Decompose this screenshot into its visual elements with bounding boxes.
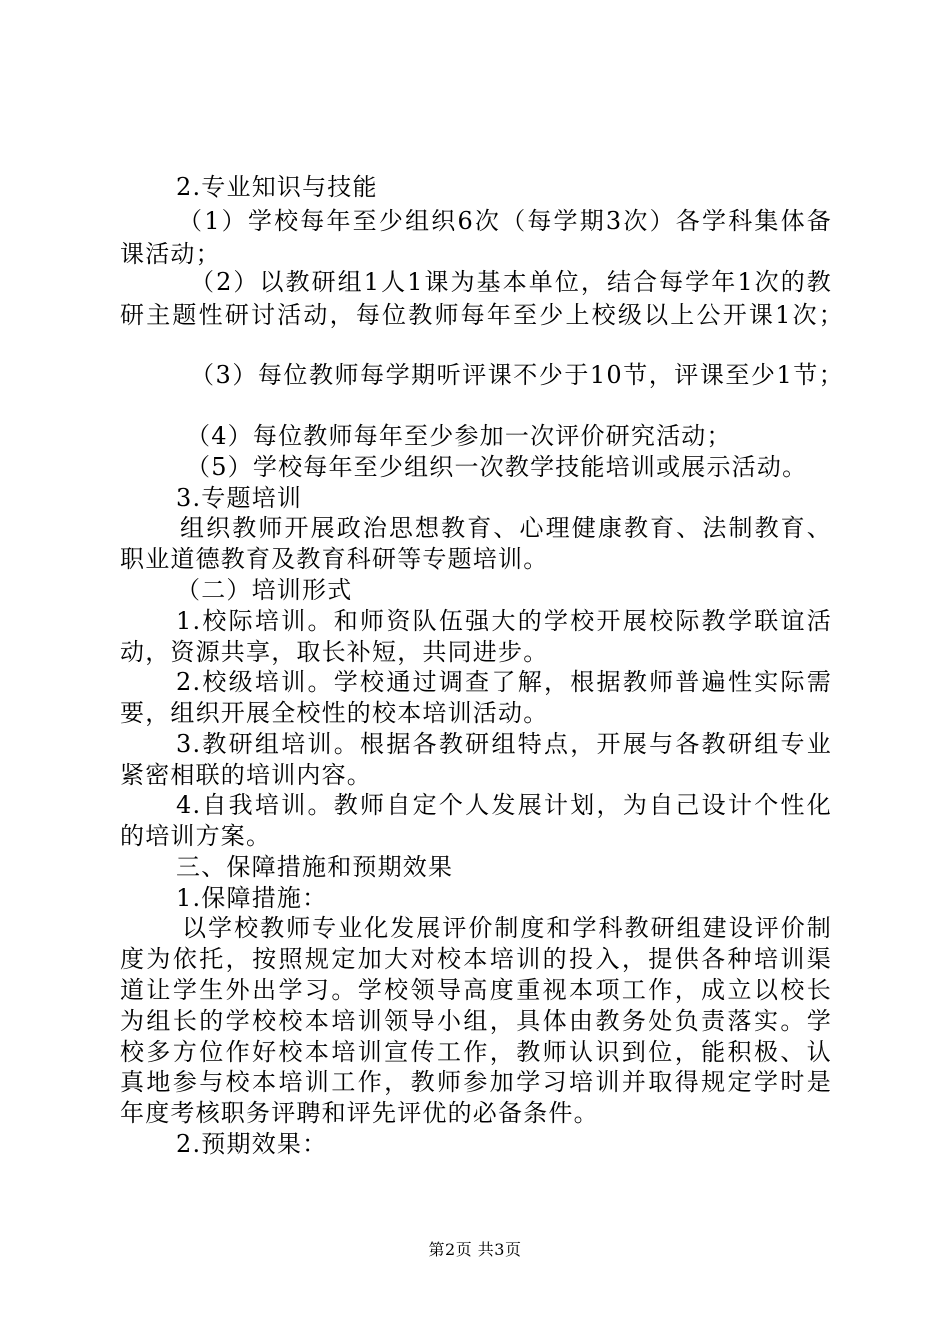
paragraph-line: 以学校教师专业化发展评价制度和学科教研组建设评价制 bbox=[182, 914, 832, 942]
page-footer: 第2页 共3页 bbox=[428, 1240, 522, 1259]
paragraph-line: 年度考核职务评聘和评先评优的必备条件。 bbox=[120, 1099, 599, 1127]
paragraph-line: 要，组织开展全校性的校本培训活动。 bbox=[120, 699, 549, 727]
paragraph-line: 紧密相联的培训内容。 bbox=[120, 761, 372, 789]
paragraph-line: 研主题性研讨活动，每位教师每年至少上校级以上公开课1次； bbox=[120, 301, 844, 329]
heading-safeguard-measures: 三、保障措施和预期效果 bbox=[176, 853, 454, 881]
paragraph-line: 1.校际培训。和师资队伍强大的学校开展校际教学联谊活 bbox=[176, 607, 832, 635]
heading-training-forms: （二）培训形式 bbox=[176, 576, 353, 604]
paragraph-line: 道让学生外出学习。学校领导高度重视本项工作，成立以校长 bbox=[120, 976, 832, 1004]
paragraph-line: 组织教师开展政治思想教育、心理健康教育、法制教育、 bbox=[180, 514, 832, 542]
heading-professional-knowledge: 2.专业知识与技能 bbox=[176, 173, 378, 201]
heading-expected-effects: 2.预期效果： bbox=[176, 1130, 328, 1158]
paragraph-line: （1）学校每年至少组织6次（每学期3次）各学科集体备 bbox=[178, 207, 832, 235]
paragraph-line: 动，资源共享，取长补短，共同进步。 bbox=[120, 638, 549, 666]
paragraph-line: （2）以教研组1人1课为基本单位，结合每学年1次的教 bbox=[190, 268, 832, 296]
paragraph-line: （3）每位教师每学期听评课不少于10节，评课至少1节； bbox=[190, 361, 844, 389]
paragraph-line: 为组长的学校校本培训领导小组，具体由教务处负责落实。学 bbox=[120, 1007, 832, 1035]
paragraph-line: 课活动； bbox=[120, 240, 221, 268]
paragraph-line: 3.教研组培训。根据各教研组特点，开展与各教研组专业 bbox=[176, 730, 832, 758]
paragraph-line: 的培训方案。 bbox=[120, 822, 272, 850]
paragraph-line: 职业道德教育及教育科研等专题培训。 bbox=[120, 545, 549, 573]
heading-special-training: 3.专题培训 bbox=[176, 484, 303, 512]
paragraph-line: （4）每位教师每年至少参加一次评价研究活动； bbox=[186, 422, 732, 450]
paragraph-line: 4.自我培训。教师自定个人发展计划，为自己设计个性化 bbox=[176, 791, 832, 819]
paragraph-line: 真地参与校本培训工作，教师参加学习培训并取得规定学时是 bbox=[120, 1068, 832, 1096]
paragraph-line: 度为依托，按照规定加大对校本培训的投入，提供各种培训渠 bbox=[120, 945, 832, 973]
heading-measures: 1.保障措施： bbox=[176, 884, 328, 912]
paragraph-line: 校多方位作好校本培训宣传工作，教师认识到位，能积极、认 bbox=[120, 1038, 832, 1066]
paragraph-line: （5）学校每年至少组织一次教学技能培训或展示活动。 bbox=[186, 453, 808, 481]
paragraph-line: 2.校级培训。学校通过调查了解，根据教师普遍性实际需 bbox=[176, 668, 832, 696]
